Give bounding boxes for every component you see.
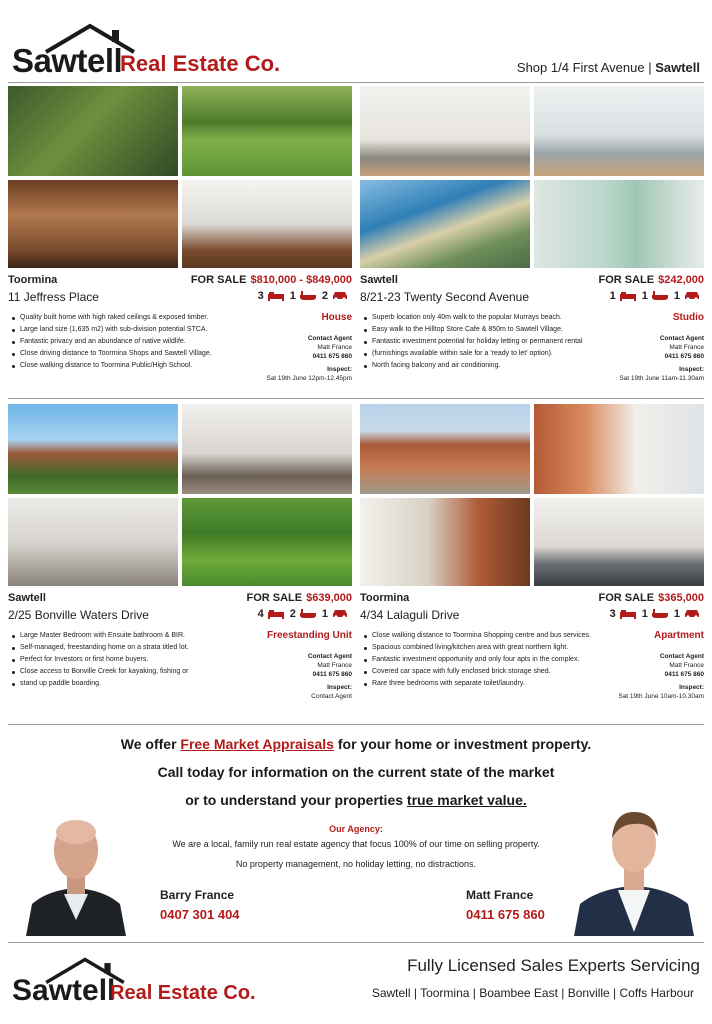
feature-item: Covered car space with fully enclosed brick storage shed. bbox=[362, 666, 632, 678]
inspect-label: Inspect: bbox=[679, 366, 704, 373]
agent-phone[interactable]: 0411 675 860 bbox=[466, 907, 545, 922]
for-sale-label: FOR SALE bbox=[598, 592, 655, 604]
for-sale-label: FOR SALE bbox=[190, 274, 247, 286]
listing-address: 8/21-23 Twenty Second Avenue bbox=[360, 290, 530, 304]
car-icon bbox=[684, 291, 700, 301]
feature-item: Perfect for Investors or first home buyers. bbox=[10, 654, 280, 666]
feature-item: Fantastic investment potential for holiday letting or permanent rental bbox=[362, 336, 632, 348]
agency-title: Our Agency: bbox=[329, 824, 383, 834]
contact-label: Contact Agent bbox=[307, 653, 352, 660]
listing-room-counts bbox=[258, 290, 352, 302]
feature-item: Spacious combined living/kitchen area with great northern light. bbox=[362, 642, 632, 654]
agent-phone[interactable]: 0411 675 860 bbox=[312, 671, 352, 678]
agency-line: We are a local, family run real estate agency that focus 100% of our time on selling property. bbox=[172, 839, 540, 849]
property-photo[interactable] bbox=[534, 180, 704, 268]
licensed-tagline: Fully Licensed Sales Experts Servicing bbox=[407, 956, 700, 975]
divider bbox=[8, 942, 704, 943]
bed-icon bbox=[268, 609, 284, 619]
property-photo[interactable] bbox=[534, 404, 704, 494]
agent-phone[interactable]: 0411 675 860 bbox=[312, 353, 352, 360]
feature-list bbox=[362, 630, 632, 690]
contact-block bbox=[308, 652, 352, 701]
inspect-label: Inspect: bbox=[679, 684, 704, 691]
feature-list bbox=[362, 312, 632, 372]
listing-price: $242,000 bbox=[658, 274, 704, 286]
agent-name: Matt France bbox=[466, 888, 534, 902]
property-photo[interactable] bbox=[182, 404, 352, 494]
feature-item: Easy walk to the Hilltop Store Cafe & 850m to Sawtell Village. bbox=[362, 324, 632, 336]
feature-item: stand up paddle boarding. bbox=[10, 678, 280, 690]
property-photo[interactable] bbox=[182, 498, 352, 586]
contact-label: Contact Agent bbox=[659, 335, 704, 342]
service-areas: Sawtell | Toormina | Boambee East | Bonville | Coffs Harbour bbox=[371, 986, 694, 1000]
bath-count: 1 bbox=[641, 608, 648, 620]
feature-item: Close walking distance to Toormina Shopping centre and bus services. bbox=[362, 630, 632, 642]
bath-icon bbox=[300, 291, 316, 301]
address-town: Sawtell bbox=[655, 60, 700, 75]
listing-price: $639,000 bbox=[306, 592, 352, 604]
photo-grid bbox=[360, 86, 704, 268]
bath-icon bbox=[652, 609, 668, 619]
feature-item: Close access to Bonville Creek for kayaking, fishing or bbox=[10, 666, 280, 678]
feature-item: Close walking distance to Toormina Public/High School. bbox=[10, 360, 280, 372]
property-type: Apartment bbox=[653, 630, 704, 641]
listing-address: 2/25 Bonville Waters Drive bbox=[8, 608, 149, 622]
bed-count: 3 bbox=[257, 290, 264, 302]
listing-card[interactable] bbox=[360, 404, 704, 722]
feature-item: Fantastic investment opportunity and only four apts in the complex. bbox=[362, 654, 632, 666]
bath-icon bbox=[652, 291, 668, 301]
property-photo[interactable] bbox=[534, 86, 704, 176]
page-header bbox=[0, 0, 712, 80]
feature-item: Close driving distance to Toormina Shops and Sawtell Village. bbox=[10, 348, 280, 360]
office-address bbox=[517, 60, 700, 75]
contact-block bbox=[266, 334, 352, 383]
offer-text: for your home or investment property. bbox=[333, 736, 592, 752]
property-photo[interactable] bbox=[534, 498, 704, 586]
offer-text: or to understand your properties bbox=[185, 792, 407, 808]
feature-item: North facing balcony and air conditioning. bbox=[362, 360, 632, 372]
bed-icon bbox=[620, 609, 636, 619]
inspect-time: Sat 19th June 12pm-12.45pm bbox=[266, 375, 352, 382]
property-type: Freestanding Unit bbox=[266, 630, 352, 641]
free-appraisal-link[interactable]: Free Market Appraisals bbox=[180, 736, 334, 752]
bath-count: 1 bbox=[289, 290, 296, 302]
agent-name: Matt France bbox=[669, 344, 704, 351]
property-photo[interactable] bbox=[8, 180, 178, 268]
inspect-time: Contact Agent bbox=[311, 693, 352, 700]
listing-price-line bbox=[598, 274, 704, 286]
agency-line: No property management, no holiday letting, no distractions. bbox=[235, 859, 477, 869]
feature-item: Self-managed, freestanding home on a strata titled lot. bbox=[10, 642, 280, 654]
brand-name-rest: Real Estate Co. bbox=[120, 51, 281, 76]
offer-text: We offer bbox=[120, 736, 181, 752]
contact-label: Contact Agent bbox=[307, 335, 352, 342]
property-photo[interactable] bbox=[360, 180, 530, 268]
property-type: Studio bbox=[672, 312, 704, 323]
agent-name: Matt France bbox=[317, 662, 352, 669]
feature-item: Large land size (1,635 m2) with sub-division potential STCA. bbox=[10, 324, 280, 336]
listing-room-counts bbox=[610, 608, 704, 620]
photo-grid bbox=[8, 404, 352, 586]
feature-item: Superb location only 40m walk to the popular Murrays beach. bbox=[362, 312, 632, 324]
inspect-label: Inspect: bbox=[327, 366, 352, 373]
brand-name-rest: Real Estate Co. bbox=[110, 982, 256, 1004]
car-count: 1 bbox=[673, 608, 680, 620]
car-icon bbox=[684, 609, 700, 619]
feature-item: Quality built home with high raked ceilings & exposed timber. bbox=[10, 312, 280, 324]
listing-price-line bbox=[598, 592, 704, 604]
bed-icon bbox=[268, 291, 284, 301]
agent-phone[interactable]: 0411 675 860 bbox=[664, 353, 704, 360]
bed-count: 3 bbox=[609, 608, 616, 620]
property-photo[interactable] bbox=[182, 180, 352, 268]
agent-name: Barry France bbox=[160, 888, 235, 902]
property-photo[interactable] bbox=[8, 86, 178, 176]
for-sale-label: FOR SALE bbox=[246, 592, 303, 604]
inspect-time: Sat 19th June 10am-10.30am bbox=[618, 693, 704, 700]
agent-name: Matt France bbox=[669, 662, 704, 669]
listing-card[interactable] bbox=[360, 86, 704, 404]
bath-count: 1 bbox=[641, 290, 648, 302]
feature-item: Fantastic privacy and an abundance of native wildlife. bbox=[10, 336, 280, 348]
car-count: 2 bbox=[321, 290, 328, 302]
feature-item: (furnishings available within sale for a 'ready to let' option). bbox=[362, 348, 632, 360]
contact-label: Contact Agent bbox=[659, 653, 704, 660]
listing-room-counts bbox=[258, 608, 352, 620]
property-photo[interactable] bbox=[360, 404, 530, 494]
listing-address: 11 Jeffress Place bbox=[8, 290, 99, 304]
brand-logo bbox=[12, 22, 312, 79]
brand-name-sawtell: Sawtell bbox=[12, 974, 116, 1007]
divider bbox=[8, 724, 704, 725]
property-photo[interactable] bbox=[182, 86, 352, 176]
photo-grid bbox=[360, 404, 704, 586]
car-icon bbox=[332, 291, 348, 301]
property-photo[interactable] bbox=[360, 86, 530, 176]
listing-card[interactable] bbox=[8, 404, 352, 722]
feature-list bbox=[10, 312, 280, 372]
inspect-label: Inspect: bbox=[327, 684, 352, 691]
bath-count: 2 bbox=[289, 608, 296, 620]
listing-room-counts bbox=[610, 290, 704, 302]
offer-line-1 bbox=[0, 736, 712, 752]
bed-count: 1 bbox=[609, 290, 616, 302]
photo-grid bbox=[8, 86, 352, 268]
property-photo[interactable] bbox=[8, 404, 178, 494]
brand-name-sawtell: Sawtell bbox=[12, 42, 123, 79]
agent-photo-matt bbox=[572, 800, 696, 936]
agent-name: Matt France bbox=[317, 344, 352, 351]
property-photo[interactable] bbox=[360, 498, 530, 586]
listing-suburb: Toormina bbox=[360, 592, 410, 604]
agent-phone[interactable]: 0407 301 404 bbox=[160, 907, 240, 922]
listing-address: 4/34 Lalaguli Drive bbox=[360, 608, 460, 622]
address-street: Shop 1/4 First Avenue bbox=[516, 60, 645, 75]
bed-count: 4 bbox=[257, 608, 264, 620]
bed-icon bbox=[620, 291, 636, 301]
inspect-time: Sat 19th June 11am-11.30am bbox=[619, 375, 704, 382]
divider bbox=[8, 82, 704, 83]
feature-item: Rare three bedrooms with separate toilet/laundry. bbox=[362, 678, 632, 690]
divider bbox=[8, 398, 704, 399]
property-photo[interactable] bbox=[8, 498, 178, 586]
feature-list bbox=[10, 630, 280, 690]
feature-item: Large Master Bedroom with Ensuite bathroom & BIR. bbox=[10, 630, 280, 642]
market-value-text: true market value. bbox=[406, 792, 527, 808]
listing-price: $810,000 - $849,000 bbox=[250, 274, 352, 286]
listing-price: $365,000 bbox=[658, 592, 704, 604]
property-type: House bbox=[321, 312, 352, 323]
car-icon bbox=[332, 609, 348, 619]
car-count: 1 bbox=[321, 608, 328, 620]
contact-block bbox=[618, 652, 704, 701]
listing-card[interactable] bbox=[8, 86, 352, 404]
listing-price-line bbox=[246, 592, 352, 604]
agent-phone[interactable]: 0411 675 860 bbox=[664, 671, 704, 678]
for-sale-label: FOR SALE bbox=[598, 274, 655, 286]
listing-price-line bbox=[191, 274, 352, 286]
agent-photo-barry bbox=[18, 800, 134, 936]
listing-suburb: Sawtell bbox=[8, 592, 46, 604]
offer-line-2: Call today for information on the current state of the market bbox=[157, 764, 555, 780]
contact-block bbox=[619, 334, 704, 383]
listing-suburb: Sawtell bbox=[360, 274, 398, 286]
car-count: 1 bbox=[673, 290, 680, 302]
brand-logo bbox=[12, 956, 312, 1006]
bath-icon bbox=[300, 609, 316, 619]
address-separator: | bbox=[644, 60, 656, 75]
agency-blurb bbox=[140, 824, 572, 874]
listing-suburb: Toormina bbox=[8, 274, 58, 286]
